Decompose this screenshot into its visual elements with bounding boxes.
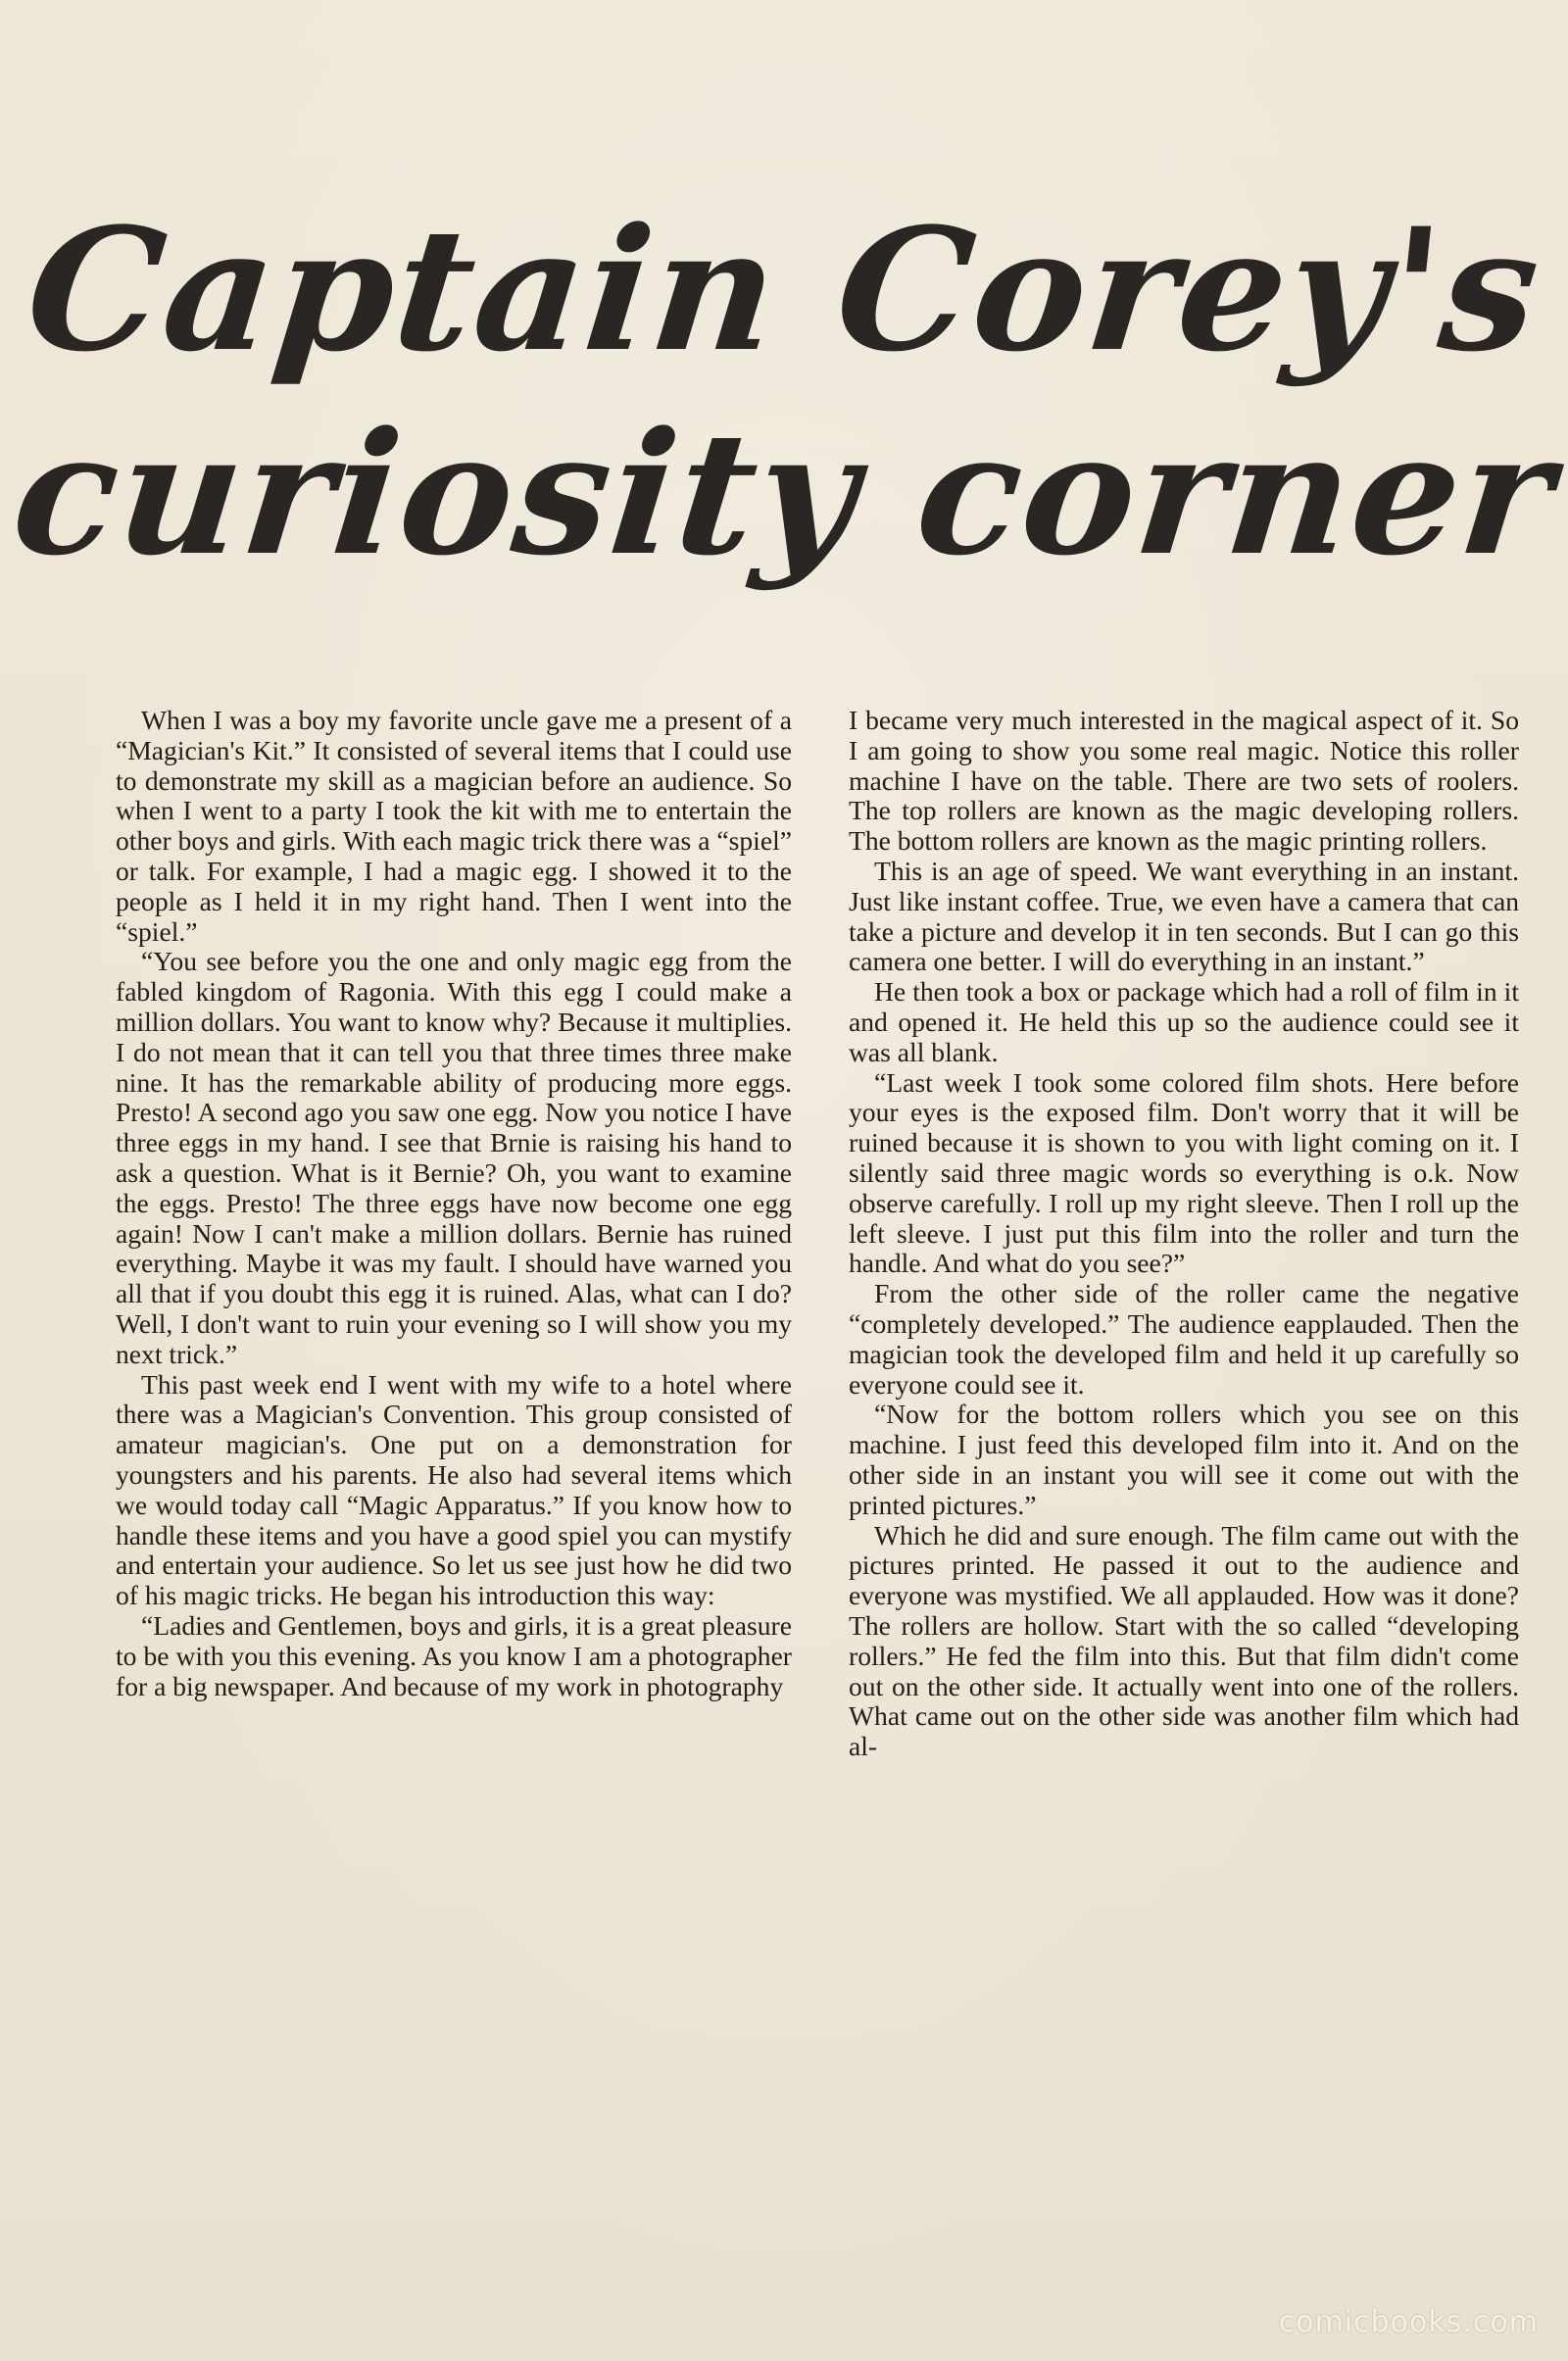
- title-line-2: curiosity corner: [4, 394, 1564, 593]
- site-watermark: comicbooks.com: [1278, 2305, 1539, 2339]
- left-column: [116, 706, 792, 1701]
- paragraph: This is an age of speed. We want everything in an instant. Just like instant coffee. True, we even have a camera that can take a picture and develop it in ten seconds. But I can go this camera one better. I will do everything in an instant.”: [849, 855, 1519, 977]
- paragraph: I became very much interested in the magical aspect of it. So I am going to show you some real magic. Notice this roller machine I have on the table. There are two sets of roolers. The top rollers are known as the magic developing rollers. The bottom rollers are known as the magic printing rollers.: [849, 705, 1519, 857]
- title-line-1: Captain Corey's: [18, 190, 1550, 389]
- paragraph: “Ladies and Gentlemen, boys and girls, it is a great pleasure to be with you this evening. As you know I am a photographer for a big newspaper. And because of my work in photography: [116, 1609, 792, 1701]
- paragraph: “You see before you the one and only magic egg from the fabled kingdom of Ragonia. With this egg I could make a million dollars. You want to know why? Because it multiplies. I do not mean that it can tell you that three times three make nine. It has the remarkable ability of producing more eggs. Presto! A second ago you saw one egg. Now you notice I have three eggs in my hand. I see that Brnie is raising his hand to ask a question. What is it Bernie? Oh, you want to examine the eggs. Presto! The three eggs have now become one egg again! Now I can't make a million dollars. Bernie has ruined everything. Maybe it was my fault. I should have warned you all that if you doubt this egg it is ruined. Alas, what can I do? Well, I don't want to ruin your evening so I will show you my next trick.”: [116, 946, 792, 1369]
- right-column: [849, 706, 1519, 1762]
- paragraph: “Last week I took some colored film shots. Here before your eyes is the exposed film. Don't worry that it will be ruined because it is shown to you with light coming on it. I silently said three magic words so everything is o.k. Now observe carefully. I roll up my right sleeve. Then I roll up the left sleeve. I just put this film into the roller and turn the handle. And what do you see?”: [849, 1066, 1519, 1279]
- paragraph: “Now for the bottom rollers which you see on this machine. I just feed this developed film into it. And on the other side in an instant you will see it come out with the printed pictures.”: [849, 1399, 1519, 1520]
- paragraph: From the other side of the roller came the negative “completely developed.” The audience eapplauded. Then the magician took the developed film and held it up carefully so everyone could see it.: [849, 1278, 1519, 1400]
- paragraph: He then took a box or package which had a roll of film in it and opened it. He held this up so the audience could see it was all blank.: [849, 976, 1519, 1067]
- paragraph: Which he did and sure enough. The film came out with the pictures printed. He passed it out to the audience and everyone was mystified. We all applauded. How was it done? The rollers are hollow. Start with the so called “developing rollers.” He fed the film into this. But that film didn't come out on the other side. It actually went into one of the rollers. What came out on the other side was another film which had al-: [849, 1519, 1519, 1762]
- paragraph: This past week end I went with my wife to a hotel where there was a Magician's Convention. This group consisted of amateur magician's. One put on a demonstration for youngsters and his parents. He also had several items which we would today call “Magic Apparatus.” If you know how to handle these items and you have a good spiel you can mystify and entertain your audience. So let us see just how he did two of his magic tricks. He began his introduction this way:: [116, 1368, 792, 1611]
- paragraph: When I was a boy my favorite uncle gave me a present of a “Magician's Kit.” It consisted of several items that I could use to demonstrate my skill as a magician before an audience. So when I went to a party I took the kit with me to entertain the other boys and girls. With each magic trick there was a “spiel” or talk. For example, I had a magic egg. I showed it to the people as I held it in my right hand. Then I went into the “spiel.”: [116, 705, 792, 947]
